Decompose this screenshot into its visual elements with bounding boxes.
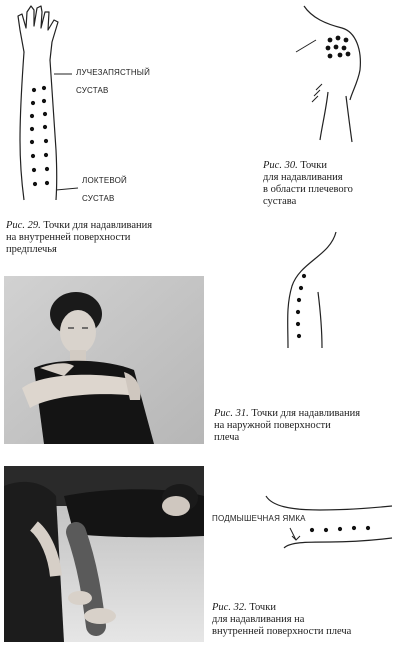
figure-32-number: Рис. 32. [212,602,247,613]
figure-29-caption-line3: предплечья [6,244,57,255]
elbow-label-line2: СУСТАВ [82,194,115,203]
figure-30-caption-line1: Точки [300,160,327,171]
figure-30-caption-line2: для надавливания [263,172,343,183]
inner-arm-top-edge [266,496,392,510]
figure-29-caption-line2: на внутренней поверхности [6,232,131,243]
figure-29-number: Рис. 29. [6,220,41,231]
figure-32-caption-line3: внутренней поверхности плеча [212,626,352,637]
figure-30-number: Рис. 30. [263,160,298,171]
elbow-label-line1: ЛОКТЕВОЙ [82,176,127,185]
figure-32-caption-line2: для надавливания на [212,614,305,625]
figure-30-caption-line3: в области плечевого [263,184,353,195]
figure-32-caption [212,602,400,638]
figure-31-caption-line1: Точки для надавливания [251,408,361,419]
axilla-label: ПОДМЫШЕЧНАЯ ЯМКА [212,514,306,523]
wrist-label-line2: СУСТАВ [76,86,109,95]
figure-29-caption-line1: Точки для надавливания [43,220,153,231]
figure-30-caption-line4: сустава [263,196,297,207]
figure-32-caption-line1: Точки [249,602,276,613]
figure-31-number: Рис. 31. [214,408,249,419]
axilla-pointer [290,528,300,540]
figure-31-caption-line2: на наружной поверхности [214,420,331,431]
figure-31-caption-line3: плеча [214,432,240,443]
inner-arm-pressure-points [310,526,370,532]
wrist-label-line1: ЛУЧЕЗАПЯСТНЫЙ [76,68,151,77]
inner-arm-bottom-edge [284,538,392,548]
